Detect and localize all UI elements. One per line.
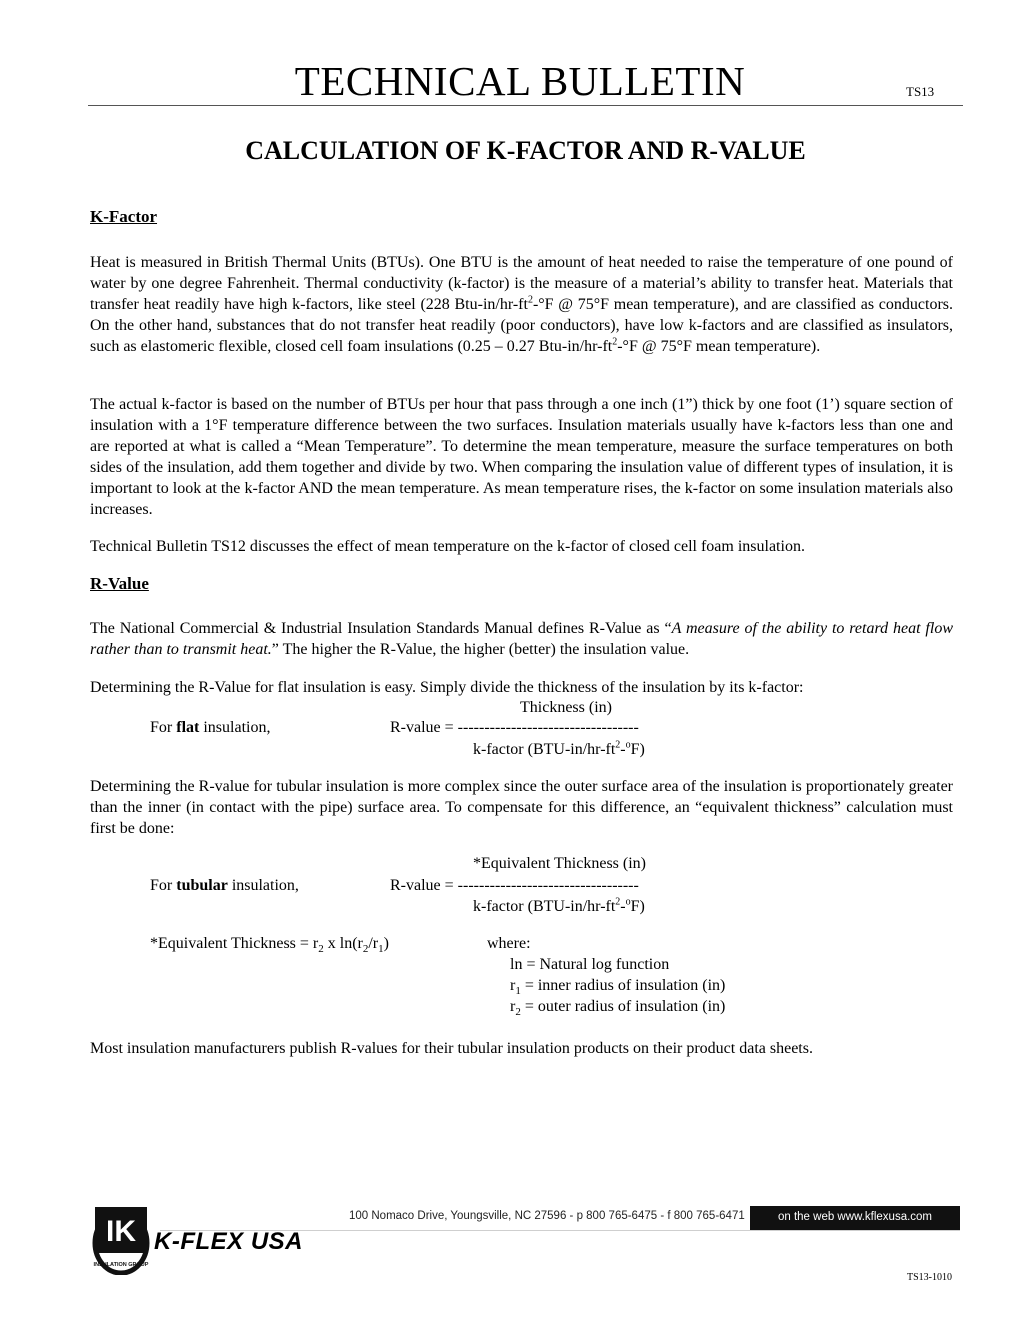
document-code: TS13-1010 <box>907 1272 952 1283</box>
flat-formula-denominator: k-factor $(BTU-in/hr-ft^2-^oF)$ <box>473 739 645 758</box>
r2-definition: $r_2$ = outer radius of insulation (in) <box>510 998 726 1019</box>
logo-mark-ring-text: INSULATION GROUP <box>93 1262 149 1268</box>
company-address: 100 Nomaco Drive, Youngsville, NC 27596 - p 800 765-6475 - f 800 765-6471 <box>349 1210 745 1222</box>
k-factor-paragraph-3: Technical Bulletin TS12 discusses the effect of mean temperature on the k-factor of closed cell foam insulation. <box>90 538 805 555</box>
bulletin-title: TECHNICAL BULLETIN <box>294 58 746 104</box>
company-website[interactable]: on the web www.kflexusa.com <box>750 1206 960 1230</box>
flat-formula-label: For flat insulation, <box>150 719 271 736</box>
header-divider <box>88 105 963 106</box>
r-value-paragraph-1: The National Commercial & Industrial Insulation Standards Manual defines R-Value as “A measure of the ability to retard heat flow rather than to transmit heat.” The higher the R-Value, the higher (better) the insulation value. <box>90 620 953 658</box>
logo-mark-letters: IK <box>106 1215 136 1248</box>
r-value-heading: R-Value <box>90 574 149 593</box>
tubular-formula-numerator: *Equivalent Thickness (in) <box>473 855 646 872</box>
k-flex-logo-icon <box>91 1205 151 1275</box>
company-logo-text: K-FLEX USA <box>154 1228 303 1255</box>
equivalent-thickness-formula: *Equivalent Thickness = $r_2$ x $\ln(r_2/r_1)$ <box>150 935 389 956</box>
r-value-paragraph-2: Determining the R-Value for flat insulation is easy. Simply divide the thickness of the insulation by its k-factor: <box>90 679 804 696</box>
ln-definition: ln = Natural log function <box>510 956 670 973</box>
k-factor-paragraph-1: Heat is measured in British Thermal Units (BTUs). One BTU is the amount of heat needed to raise the temperature of one pound of water by one degree Fahrenheit. Thermal conductivity (k-factor) is the measure of a material’s ability to transfer heat. Materials that transfer heat readily have high k-factors, like steel (228 Btu-$in/hr-ft^2-^\circ F$ @ 75°F mean temperature), and are classified as conductors. On the other hand, substances that do not transfer heat readily (poor conductors), have low k-factors and are classified as insulators, such as elastomeric flexible, closed cell foam insulations (0.25 – 0.27 Btu-$in/hr-ft^2-^\circ F$ @ 75°F mean temperature). <box>90 254 953 355</box>
document-title: CALCULATION OF K-FACTOR AND R-VALUE <box>245 136 806 165</box>
tubular-formula-label: For tubular insulation, <box>150 877 299 894</box>
tubular-formula-denominator: k-factor $(BTU-in/hr-ft^2-^oF)$ <box>473 896 645 915</box>
where-label: where: <box>487 935 531 952</box>
tubular-formula-equation: R-value = ---------------------------------- <box>390 877 639 894</box>
r1-definition: $r_1$ = inner radius of insulation (in) <box>510 977 726 998</box>
flat-formula-numerator: Thickness (in) <box>520 699 612 716</box>
r-value-paragraph-3: Determining the R-value for tubular insulation is more complex since the outer surface area of the insulation is proportionately greater than the inner (in contact with the pipe) surface area. To compensate for this difference, an “equivalent thickness” calculation must first be done: <box>90 778 953 837</box>
r-value-paragraph-4: Most insulation manufacturers publish R-values for their tubular insulation products on their product data sheets. <box>90 1040 813 1057</box>
k-factor-paragraph-2: The actual k-factor is based on the number of BTUs per hour that pass through a one inch (1”) thick by one foot (1’) square section of insulation with a 1°F temperature difference between the two surfaces. Insulation materials usually have k-factors less than one and are reported at what is called a “Mean Temperature”. To determine the mean temperature, measure the surface temperatures on both sides of the insulation, add them together and divide by two. When comparing the insulation value of different types of insulation, it is important to look at the k-factor AND the mean temperature. As mean temperature rises, the k-factor on some insulation materials also increases. <box>90 396 953 518</box>
flat-formula-equation: R-value = ---------------------------------- <box>390 719 639 736</box>
k-factor-heading: K-Factor <box>90 207 158 226</box>
bulletin-code: TS13 <box>906 84 935 99</box>
